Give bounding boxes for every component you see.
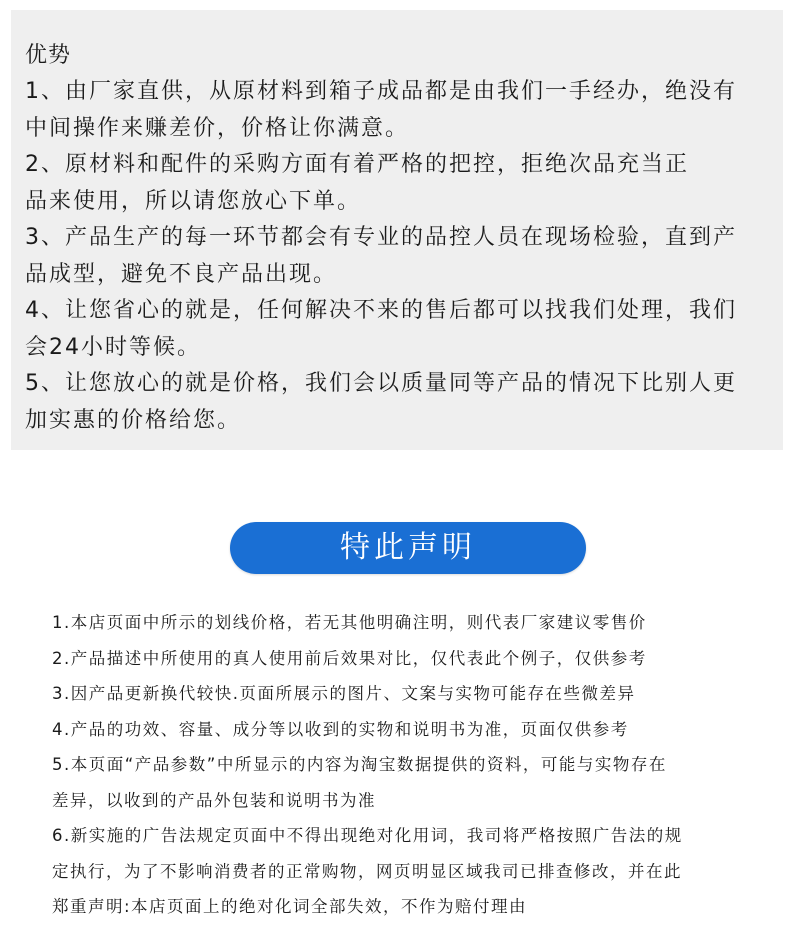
advantages-panel bbox=[11, 10, 783, 450]
notice-line: 1.本店页面中所示的划线价格，若无其他明确注明，则代表厂家建议零售价 bbox=[52, 613, 647, 632]
notice-list bbox=[52, 605, 772, 925]
advantages-line: 品来使用，所以请您放心下单。 bbox=[25, 188, 362, 214]
notice-line: 4.产品的功效、容量、成分等以收到的实物和说明书为准，页面仅供参考 bbox=[52, 719, 629, 739]
advantages-line: 会24小时等候。 bbox=[25, 334, 201, 360]
advantages-line: 2、原材料和配件的采购方面有着严格的把控，拒绝次品充当正 bbox=[25, 152, 689, 177]
advantages-title: 优势 bbox=[25, 43, 72, 68]
notice-line: 3.因产品更新换代较快.页面所展示的图片、文案与实物可能存在些微差异 bbox=[52, 684, 636, 703]
advantages-line: 品成型，避免不良产品出现。 bbox=[25, 261, 338, 287]
notice-line: 5.本页面“产品参数”中所显示的内容为淘宝数据提供的资料，可能与实物存在 bbox=[52, 755, 667, 774]
notice-line: 定执行，为了不影响消费者的正常购物，网页明显区域我司已排查修改，并在此 bbox=[52, 861, 682, 881]
advantages-line: 4、让您省心的就是，任何解决不来的售后都可以找我们处理，我们 bbox=[25, 298, 737, 323]
advantages-line: 1、由厂家直供，从原材料到箱子成品都是由我们一手经办，绝没有 bbox=[25, 79, 737, 104]
advantages-line: 中间操作来赚差价，价格让你满意。 bbox=[25, 115, 410, 141]
advantages-line: 5、让您放心的就是价格，我们会以质量同等产品的情况下比别人更 bbox=[25, 371, 737, 396]
notice-line: 差异，以收到的产品外包装和说明书为准 bbox=[52, 790, 376, 810]
notice-line: 2.产品描述中所使用的真人使用前后效果对比，仅代表此个例子，仅供参考 bbox=[52, 648, 647, 668]
advantages-line: 3、产品生产的每一环节都会有专业的品控人员在现场检验，直到产 bbox=[25, 225, 737, 250]
notice-line: 郑重声明:本店页面上的绝对化词全部失效，不作为赔付理由 bbox=[52, 897, 528, 916]
notice-heading-pill: 特此声明 bbox=[230, 522, 586, 574]
notice-line: 6.新实施的广告法规定页面中不得出现绝对化用词，我司将严格按照广告法的规 bbox=[52, 826, 683, 845]
advantages-line: 加实惠的价格给您。 bbox=[25, 407, 242, 433]
